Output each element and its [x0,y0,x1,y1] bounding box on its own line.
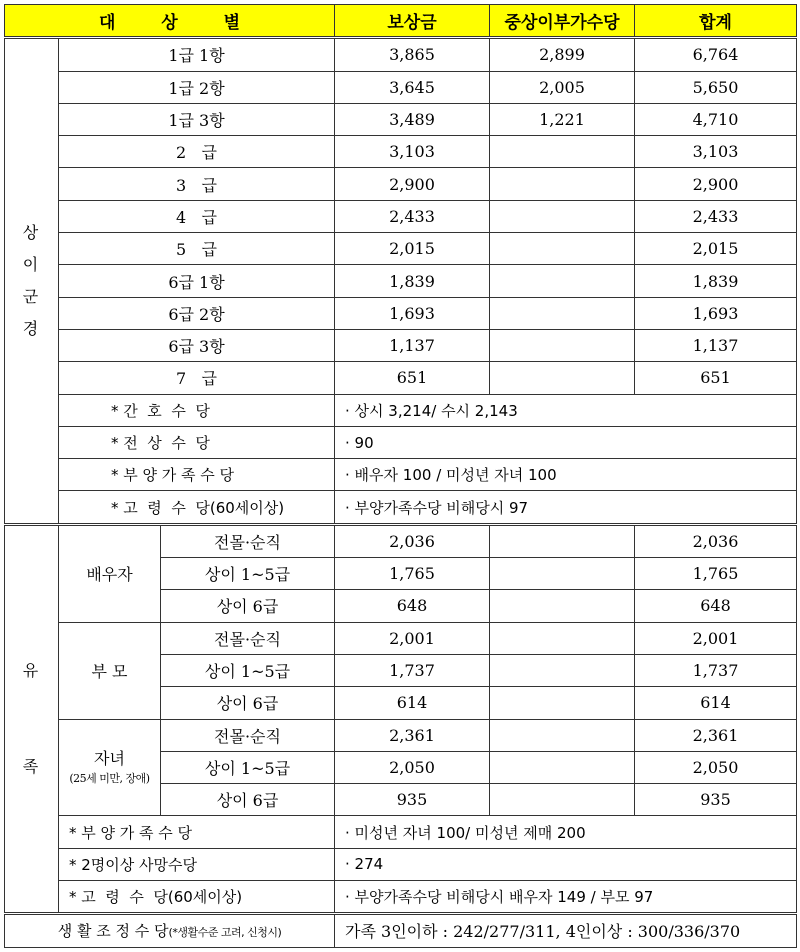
comp-value: 935 [335,784,490,816]
comp-value: 1,693 [335,297,490,329]
footer-value: 가족 3인이하 : 242/277/311, 4인이상 : 300/336/370 [335,914,797,947]
type-label: 상이 1~5급 [161,558,335,590]
total-value: 1,839 [635,265,797,297]
total-value: 1,737 [635,654,797,686]
total-value: 5,650 [635,71,797,103]
grade-label: 2 급 [59,136,335,168]
table-row [5,426,797,458]
comp-value: 2,036 [335,524,490,557]
group-spouse: 배우자 [59,524,161,622]
type-label: 전몰·순직 [161,719,335,751]
add-value [490,168,635,200]
type-label: 상이 1~5급 [161,654,335,686]
comp-value: 3,103 [335,136,490,168]
add-value [490,265,635,297]
allowance-name: * 부 양 가 족 수 당 [59,816,335,848]
add-value [490,687,635,719]
comp-value: 3,865 [335,38,490,71]
header-total: 합계 [635,5,797,38]
add-value [490,751,635,783]
total-value: 651 [635,362,797,394]
comp-value: 3,645 [335,71,490,103]
group-children [59,719,161,816]
comp-value: 651 [335,362,490,394]
total-value: 935 [635,784,797,816]
total-value: 6,764 [635,38,797,71]
grade-label: 6급 2항 [59,297,335,329]
header-additional: 중상이부가수당 [490,5,635,38]
total-value: 1,137 [635,329,797,361]
grade-label: 3 급 [59,168,335,200]
allowance-name: * 2명이상 사망수당 [59,848,335,880]
compensation-table [4,4,797,948]
add-value [490,233,635,265]
footer-name-cell [5,914,335,947]
allowance-value: · 90 [335,426,797,458]
table-row [5,71,797,103]
group-children-name: 자녀 [94,749,125,769]
grade-label: 1급 1항 [59,38,335,71]
comp-value: 2,001 [335,622,490,654]
total-value: 2,900 [635,168,797,200]
add-value [490,590,635,622]
allowance-value: · 부양가족수당 비해당시 97 [335,491,797,524]
header-target: 대 상 별 [5,5,335,38]
comp-value: 2,050 [335,751,490,783]
grade-label: 6급 3항 [59,329,335,361]
allowance-name: * 부 양 가 족 수 당 [59,459,335,491]
comp-value: 3,489 [335,103,490,135]
allowance-value: · 배우자 100 / 미성년 자녀 100 [335,459,797,491]
add-value [490,654,635,686]
add-value [490,200,635,232]
total-value: 1,765 [635,558,797,590]
footer-note: (*생활수준 고려, 신청시) [168,926,282,940]
table-row [5,459,797,491]
comp-value: 1,839 [335,265,490,297]
header-row [5,5,797,38]
add-value: 2,899 [490,38,635,71]
grade-label: 4 급 [59,200,335,232]
type-label: 상이 6급 [161,590,335,622]
header-compensation: 보상금 [335,5,490,38]
grade-label: 6급 1항 [59,265,335,297]
allowance-value: · 274 [335,848,797,880]
allowance-value: · 상시 3,214/ 수시 2,143 [335,394,797,426]
add-value: 2,005 [490,71,635,103]
add-value [490,362,635,394]
table-row [5,168,797,200]
total-value: 2,361 [635,719,797,751]
table-row [5,491,797,524]
footer-row [5,914,797,947]
type-label: 전몰·순직 [161,622,335,654]
type-label: 전몰·순직 [161,524,335,557]
total-value: 648 [635,590,797,622]
add-value [490,558,635,590]
total-value: 2,001 [635,622,797,654]
total-value: 4,710 [635,103,797,135]
type-label: 상이 6급 [161,687,335,719]
group-children-note: (25세 미만, 장애) [69,772,150,786]
total-value: 2,433 [635,200,797,232]
table-row [5,38,797,71]
comp-value: 614 [335,687,490,719]
table-row [5,719,797,751]
comp-value: 648 [335,590,490,622]
total-value: 2,036 [635,524,797,557]
comp-value: 1,737 [335,654,490,686]
table-row [5,233,797,265]
add-value [490,329,635,361]
add-value [490,622,635,654]
table-row [5,622,797,654]
table-row [5,103,797,135]
total-value: 614 [635,687,797,719]
bereaved-category-label: 유 족 [5,524,59,914]
comp-value: 2,361 [335,719,490,751]
table-row [5,265,797,297]
add-value: 1,221 [490,103,635,135]
table-row [5,881,797,914]
grade-label: 7 급 [59,362,335,394]
add-value [490,784,635,816]
grade-label: 5 급 [59,233,335,265]
table-row [5,848,797,880]
disabled-category-label: 상 이 군 경 [5,38,59,524]
comp-value: 2,015 [335,233,490,265]
table-row [5,362,797,394]
group-parents: 부 모 [59,622,161,719]
table-row [5,329,797,361]
total-value: 2,050 [635,751,797,783]
comp-value: 2,900 [335,168,490,200]
add-value [490,136,635,168]
grade-label: 1급 2항 [59,71,335,103]
table-row [5,394,797,426]
allowance-value: · 미성년 자녀 100/ 미성년 제매 200 [335,816,797,848]
allowance-name: * 고 령 수 당(60세이상) [59,491,335,524]
add-value [490,719,635,751]
total-value: 3,103 [635,136,797,168]
comp-value: 1,137 [335,329,490,361]
allowance-value: · 부양가족수당 비해당시 배우자 149 / 부모 97 [335,881,797,914]
table-row [5,297,797,329]
add-value [490,297,635,329]
add-value [490,524,635,557]
table-row [5,524,797,557]
type-label: 상이 6급 [161,784,335,816]
total-value: 1,693 [635,297,797,329]
table-row [5,816,797,848]
type-label: 상이 1~5급 [161,751,335,783]
total-value: 2,015 [635,233,797,265]
grade-label: 1급 3항 [59,103,335,135]
comp-value: 2,433 [335,200,490,232]
table-row [5,200,797,232]
allowance-name: * 전 상 수 당 [59,426,335,458]
allowance-name: * 간 호 수 당 [59,394,335,426]
footer-name: 생 활 조 정 수 당 [57,922,169,941]
allowance-name: * 고 령 수 당(60세이상) [59,881,335,914]
table-row [5,136,797,168]
comp-value: 1,765 [335,558,490,590]
